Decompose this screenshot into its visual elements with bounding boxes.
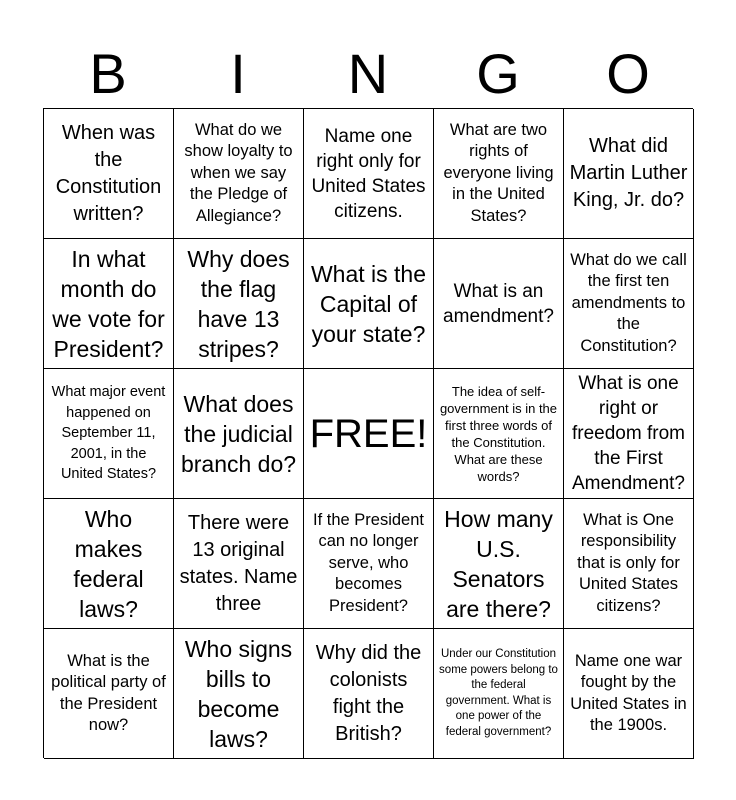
cell-text: What is the political party of the President now? [51,651,166,734]
bingo-cell[interactable] [564,239,694,369]
cell-text: The idea of self-government is in the first three words of the Constitution. What are these words? [439,383,558,484]
cell-text: What is an amendment? [443,280,554,327]
cell-text: What is one right or freedom from the First Amendment? [571,373,685,494]
bingo-cell[interactable] [44,239,174,369]
cell-text: What do we show loyalty to when we say the Pledge of Allegiance? [184,120,293,225]
cell-text: What did Martin Luther King, Jr. do? [569,135,688,211]
bingo-cell[interactable] [304,109,434,239]
bingo-cell[interactable] [304,499,434,629]
cell-text: How many U.S. Senators are there? [444,505,553,622]
cell-text: Who signs bills to become laws? [184,635,293,752]
bingo-cell[interactable] [174,109,304,239]
bingo-grid [43,108,693,758]
bingo-cell[interactable] [174,239,304,369]
bingo-cell[interactable] [564,109,694,239]
cell-text: Name one war fought by the United States in the 1900s. [570,651,687,734]
cell-text: If the President can no longer serve, who becomes President? [313,510,424,615]
cell-text: What are two rights of everyone living in the United States? [443,120,554,225]
bingo-cell[interactable] [44,109,174,239]
bingo-cell[interactable] [174,499,304,629]
cell-text: What major event happened on September 11, 2001, in the United States? [51,384,166,483]
cell-text: Name one right only for United States citizens. [311,125,426,222]
bingo-cell[interactable] [304,629,434,759]
bingo-cell[interactable] [44,499,174,629]
cell-text: Under our Constitution some powers belong to the federal government. What is one power of the federal government? [439,648,558,738]
header-letter-i: I [230,42,246,105]
header-letter-b: B [89,42,127,105]
bingo-cell[interactable] [44,629,174,759]
header-letter-o: O [606,42,650,105]
bingo-cell[interactable] [564,629,694,759]
cell-text: Who makes federal laws? [73,505,144,622]
cell-text: When was the Constitution written? [55,121,162,225]
bingo-cell[interactable] [564,499,694,629]
bingo-cell[interactable] [304,239,434,369]
bingo-cell[interactable] [174,369,304,499]
header-letter-g: G [476,42,520,105]
cell-text: What is the Capital of your state? [310,260,427,347]
cell-text: There were 13 original states. Name three [179,511,298,615]
bingo-cell[interactable] [174,629,304,759]
bingo-cell[interactable] [564,369,694,499]
free-space-text: FREE! [309,411,428,456]
bingo-cell[interactable] [44,369,174,499]
bingo-cell[interactable] [434,109,564,239]
header-letter-n: N [347,42,389,105]
cell-text: In what month do we vote for President? [52,245,165,362]
bingo-cell[interactable] [434,629,564,759]
bingo-cell[interactable] [434,239,564,369]
cell-text: Why did the colonists fight the British? [315,641,422,745]
cell-text: What is One responsibility that is only for United States citizens? [577,510,680,615]
bingo-cell[interactable] [434,499,564,629]
bingo-header [43,40,693,108]
cell-text: What do we call the first ten amendments to the Constitution? [570,250,687,355]
cell-text: What does the judicial branch do? [180,390,297,477]
bingo-cell[interactable] [434,369,564,499]
free-space-cell[interactable] [304,369,434,499]
cell-text: Why does the flag have 13 stripes? [187,245,290,362]
